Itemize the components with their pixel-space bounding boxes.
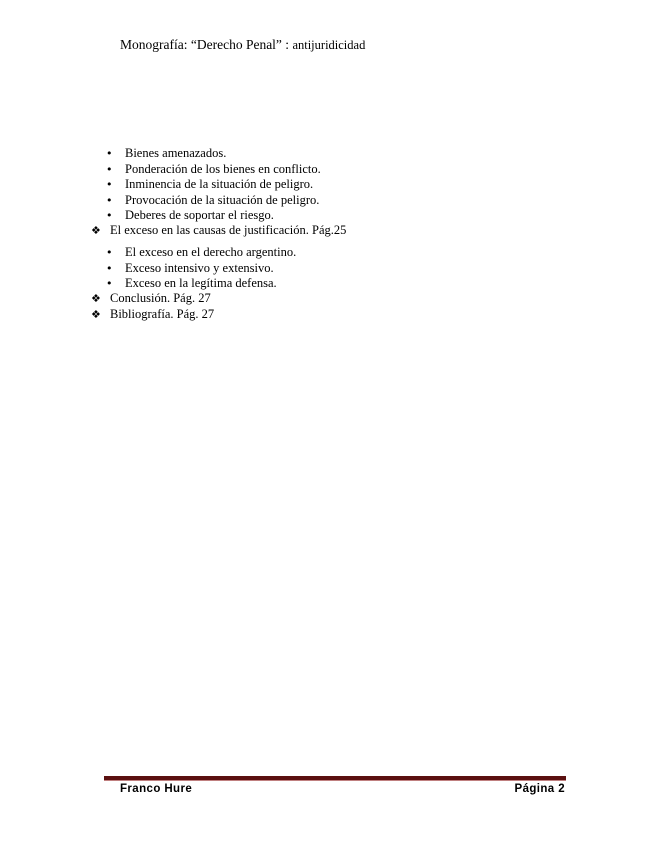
bullet-icon [106,193,113,208]
toc-item-text: El exceso en el derecho argentino. [125,245,297,259]
toc-item-text: Bienes amenazados. [125,146,227,160]
header-title: Monografía: “Derecho Penal” : [120,37,290,52]
toc-item-text: Exceso intensivo y extensivo. [125,260,274,275]
header-subtitle: antijuridicidad [292,38,366,52]
toc-section-text: El exceso en las causas de justificación. Pág.25 [110,223,347,237]
bullet-icon [106,276,113,291]
bullet-icon [106,146,113,161]
toc-item-text: Ponderación de los bienes en conflicto. [125,161,321,176]
toc-section-text: Conclusión. Pág. 27 [110,291,211,305]
toc-item-text: Provocación de la situación de peligro. [125,192,320,207]
footer-author: Franco Hure [120,783,193,795]
diamond-bullet-icon: ❖ [91,307,101,321]
toc-section-text: Bibliografía. Pág. 27 [110,306,215,321]
toc-item-text: Inminencia de la situación de peligro. [125,177,314,191]
bullet-icon [106,245,113,260]
page-header [120,37,365,53]
footer-page-number: Página 2 [514,783,565,795]
diamond-bullet-icon: ❖ [91,224,101,237]
toc-item-text: Exceso en la legítima defensa. [125,276,277,290]
toc-item-text: Deberes de soportar el riesgo. [125,208,274,222]
bullet-icon [106,261,113,276]
footer-divider [104,776,566,781]
bullet-icon [106,177,113,192]
bullet-icon [106,208,113,223]
bullet-icon [106,162,113,177]
diamond-bullet-icon: ❖ [91,292,101,305]
